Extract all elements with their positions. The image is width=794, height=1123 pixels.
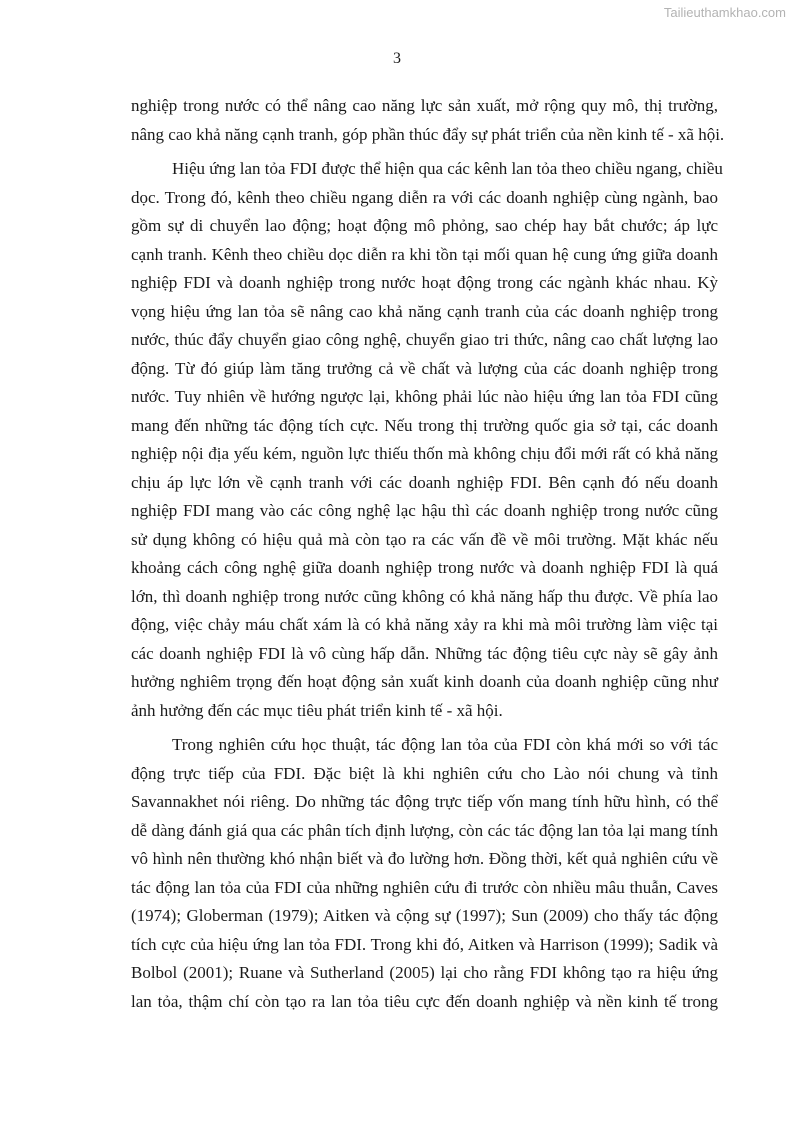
text-line: Hiệu ứng lan tỏa FDI được thể hiện qua các kênh lan tỏa theo chiều ngang, chiều	[172, 159, 723, 178]
text-line: Trong nghiên cứu học thuật, tác động lan tỏa của FDI còn khá mới so với tác	[172, 735, 718, 754]
text-line: vọng hiệu ứng lan tỏa sẽ nâng cao khả năng cạnh tranh của các doanh nghiệp trong	[131, 301, 718, 321]
text-line: Savannakhet nói riêng. Do những tác động trực tiếp vốn mang tính hữu hình, có thể	[131, 792, 718, 811]
text-line: mang đến những tác động tích cực. Nếu trong thị trường quốc gia sở tại, các doanh	[131, 415, 718, 435]
paragraph	[131, 92, 725, 149]
watermark-text: Tailieuthamkhao.com	[663, 5, 786, 20]
text-line: gồm sự di chuyển lao động; hoạt động mô phỏng, sao chép hay bắt chước; áp lực	[131, 216, 718, 235]
text-line: dễ dàng đánh giá qua các phân tích định lượng, còn các tác động lan tỏa lại mang tính	[131, 820, 718, 840]
text-line: hưởng nghiêm trọng đến hoạt động sản xuất kinh doanh của doanh nghiệp cũng như	[131, 672, 718, 691]
text-line: các doanh nghiệp FDI là vô cùng hấp dẫn. Những tác động tiêu cực này sẽ gây ảnh	[131, 643, 718, 663]
text-line: sử dụng không có hiệu quả mà còn tạo ra các vấn đề về môi trường. Mặt khác nếu	[131, 529, 718, 549]
text-line: vô hình nên thường khó nhận biết và đo lường hơn. Đồng thời, kết quả nghiên cứu về	[131, 849, 718, 868]
paragraph	[131, 155, 723, 725]
text-line: tích cực của hiệu ứng lan tỏa FDI. Trong khi đó, Aitken và Harrison (1999); Sadik và	[131, 934, 718, 954]
paragraph	[131, 731, 718, 1016]
text-line: khoảng cách công nghệ giữa doanh nghiệp trong nước và doanh nghiệp FDI là quá	[131, 558, 718, 577]
text-line: lớn, thì doanh nghiệp trong nước cũng không có khả năng hấp thu được. Về phía lao	[131, 586, 718, 606]
text-line: dọc. Trong đó, kênh theo chiều ngang diễn ra với các doanh nghiệp cùng ngành, bao	[131, 187, 718, 207]
text-line: nghiệp FDI và doanh nghiệp trong nước hoạt động trong các ngành khác nhau. Kỳ	[131, 273, 718, 292]
text-line: Bolbol (2001); Ruane và Sutherland (2005) lại cho rằng FDI không tạo ra hiệu ứng	[131, 963, 718, 982]
text-line: (1974); Globerman (1979); Aitken và cộng sự (1997); Sun (2009) cho thấy tác động	[131, 906, 718, 925]
text-line: nước, thúc đẩy chuyển giao công nghệ, chuyển giao tri thức, nâng cao chất lượng lao	[131, 330, 718, 349]
text-line: chịu áp lực lớn về cạnh tranh với các doanh nghiệp FDI. Bên cạnh đó nếu doanh	[131, 472, 718, 492]
text-line: cạnh tranh. Kênh theo chiều dọc diễn ra khi tồn tại mối quan hệ cung ứng giữa doanh	[131, 244, 718, 264]
text-line: nghiệp FDI mang vào các công nghệ lạc hậu thì các doanh nghiệp trong nước cũng	[131, 501, 718, 520]
text-line: động, việc chảy máu chất xám là có khả năng xảy ra khi mà môi trường làm việc tại	[131, 615, 718, 634]
text-line: nghiệp nội địa yếu kém, nguồn lực thiếu thốn mà không chịu đổi mới rất có khả năng	[131, 444, 718, 463]
text-line: ảnh hưởng đến các mục tiêu phát triển kinh tế - xã hội.	[131, 700, 503, 720]
page-number: 3	[393, 50, 401, 67]
text-line: nghiệp trong nước có thể nâng cao năng lực sản xuất, mở rộng quy mô, thị trường,	[131, 96, 718, 115]
text-line: lan tỏa, thậm chí còn tạo ra lan tỏa tiêu cực đến doanh nghiệp và nền kinh tế trong	[131, 991, 718, 1011]
text-line: nước. Tuy nhiên về hướng ngược lại, không phải lúc nào hiệu ứng lan tỏa FDI cũng	[131, 387, 718, 406]
document-body	[131, 92, 725, 1022]
text-line: động trực tiếp của FDI. Đặc biệt là khi nghiên cứu cho Lào nói chung và tỉnh	[131, 763, 718, 783]
text-line: nâng cao khả năng cạnh tranh, góp phần thúc đẩy sự phát triển của nền kinh tế - xã hội.	[131, 124, 725, 144]
text-line: tác động lan tỏa của FDI của những nghiên cứu đi trước còn nhiều mâu thuẫn, Caves	[131, 877, 718, 897]
text-line: động. Từ đó giúp làm tăng trưởng cả về chất và lượng của các doanh nghiệp trong	[131, 358, 718, 378]
